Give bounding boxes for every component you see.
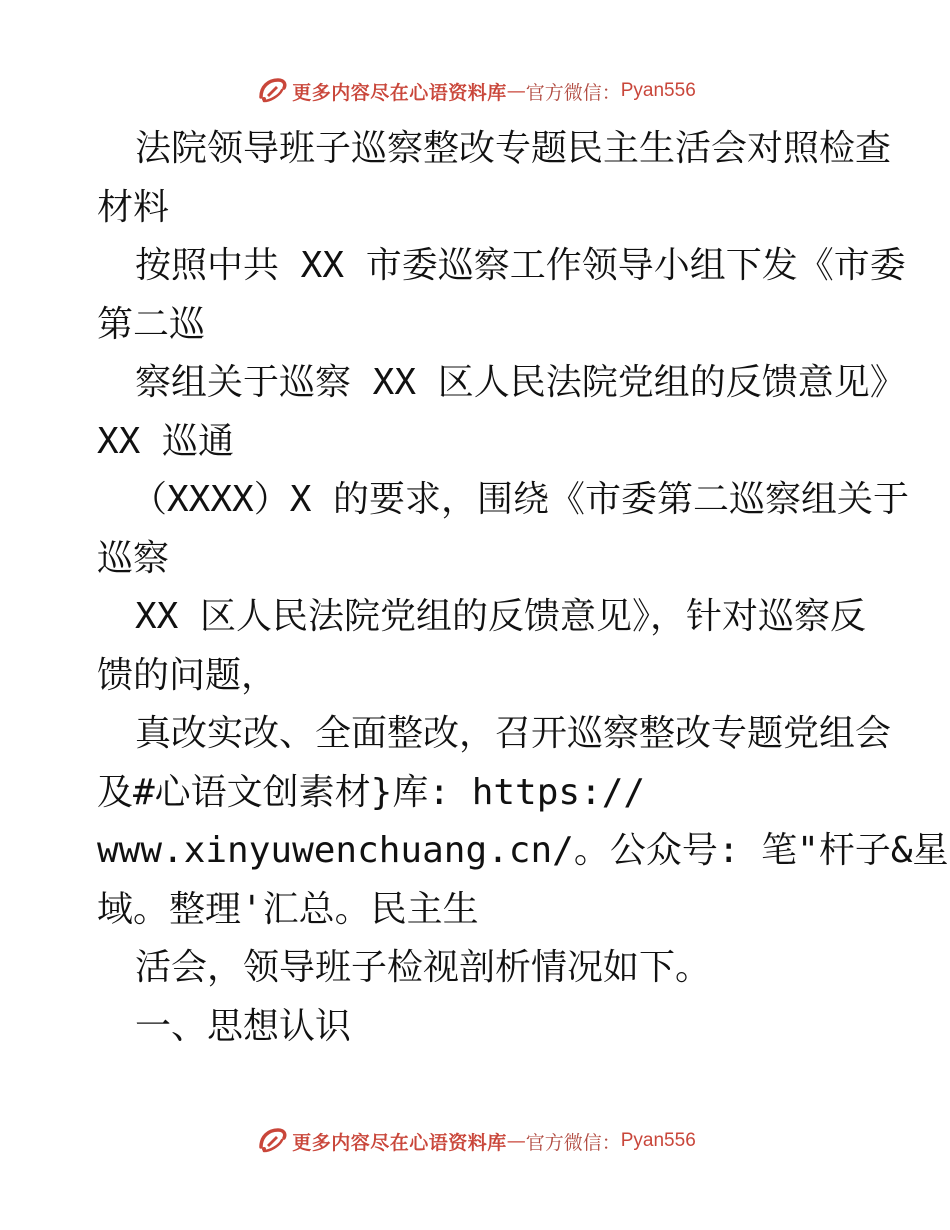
footer-banner [0,1121,950,1161]
banner-slogan: 更多内容尽在心语资料库 [292,1131,507,1154]
doc-line: 按照中共 XX 市委巡察工作领导小组下发《市委 [135,245,906,286]
doc-line: 法院领导班子巡察整改专题民主生活会对照检查 [135,128,892,169]
doc-line: www.xinyuwenchuang.cn/。公众号: 笔"杆子&星 [97,830,949,871]
document-body [97,120,949,1056]
doc-line: XX 区人民法院党组的反馈意见》，针对巡察反 [135,596,867,637]
banner-wechat-label: 官方微信： [525,1131,621,1154]
banner-wechat-label: 官方微信： [525,81,621,104]
banner-wechat-id: Pyan556 [620,80,696,101]
quill-pen-logo-icon [254,1124,288,1158]
doc-line: 活会，领导班子检视剖析情况如下。 [135,947,712,988]
doc-line: 一、思想认识 [135,1005,352,1047]
doc-line: 域。整理'汇总。民主生 [97,888,479,930]
doc-line: 真改实改、全面整改，召开巡察整改专题党组会 [135,713,892,754]
banner-dash: — [506,80,526,102]
doc-line: XX 巡通 [97,420,235,462]
doc-line: 第二巡 [97,303,206,345]
quill-pen-logo-icon [254,74,288,108]
doc-line: 巡察 [97,537,170,579]
doc-line: （XXXX）X 的要求，围绕《市委第二巡察组关于 [131,479,910,520]
banner-dash: — [506,1130,526,1152]
doc-line: 及#心语文创素材}库: https:// [97,771,646,813]
header-banner [0,71,950,111]
doc-line: 材料 [97,186,170,228]
banner-wechat-id: Pyan556 [620,1130,696,1151]
doc-line: 馈的问题， [97,654,278,696]
doc-line: 察组关于巡察 XX 区人民法院党组的反馈意见》 [135,362,906,403]
banner-slogan: 更多内容尽在心语资料库 [292,81,507,104]
